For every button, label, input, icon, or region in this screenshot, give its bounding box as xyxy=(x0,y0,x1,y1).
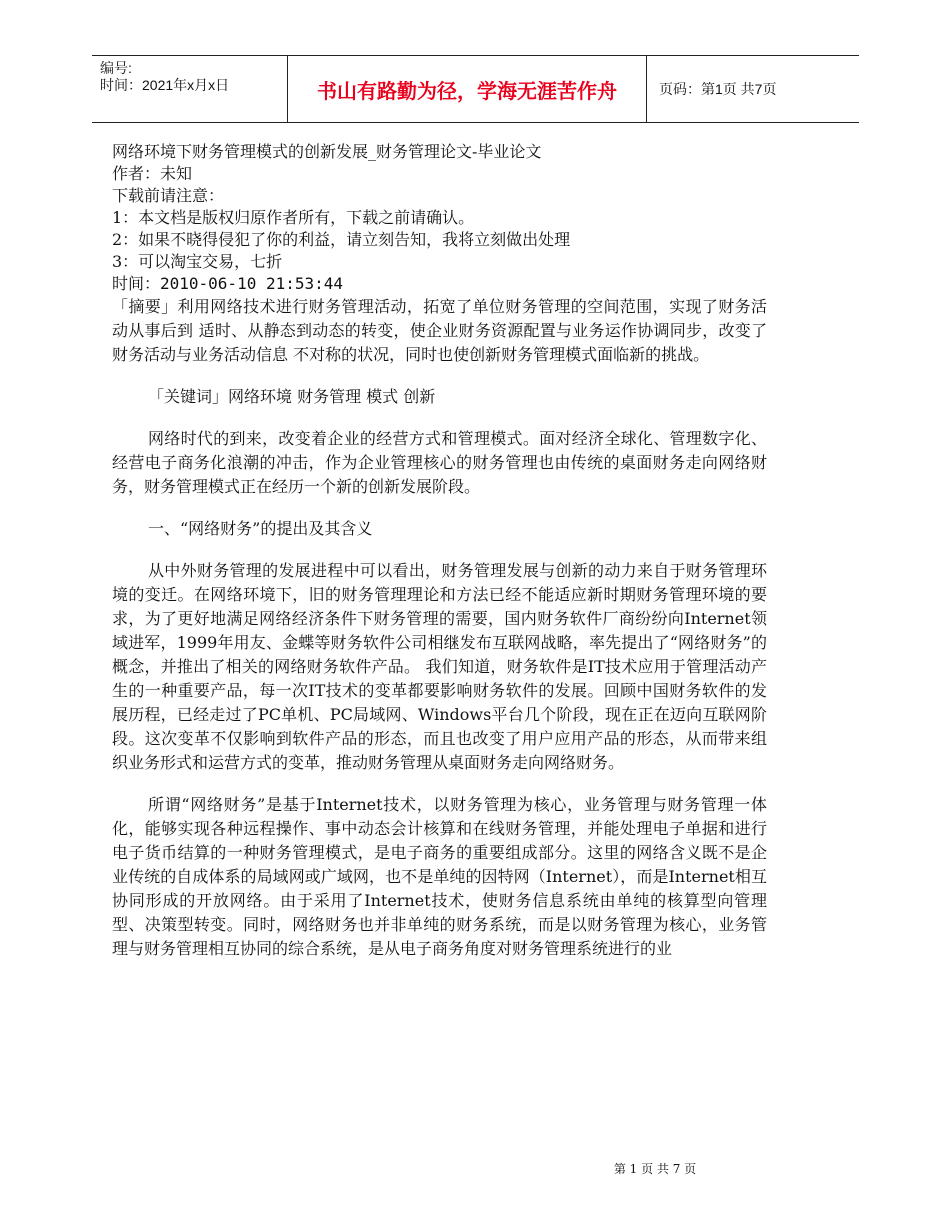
abstract-paragraph: 「摘要」利用网络技术进行财务管理活动，拓宽了单位财务管理的空间范围，实现了财务活动从事后到 适时、从静态到动态的转变，使企业财务资源配置与业务运作协调同步，改变了财务活动与业务活动信息 不对称的状况，同时也使创新财务管理模式面临新的挑战。 xyxy=(112,297,767,364)
body-paragraph: 从中外财务管理的发展进程中可以看出，财务管理发展与创新的动力来自于财务管理环境的变迁。在网络环境下，旧的财务管理理论和方法已经不能适应新时期财务管理环境的要求，为了更好地满足网络经济条件下财务管理的需要，国内财务软件厂商纷纷向Internet领域进军，1999年用友、金蝶等财务软件公司相继发布互联网战略，率先提出了“网络财务”的概念，并推出了相关的网络财务软件产品。 我们知道，财务软件是IT技术应用于管理活动产生的一种重要产品，每一次IT技术的变革都要影响财务软件的发展。回顾中国财务软件的发展历程，已经走过了PC单机、PC局域网、Windows平台几个阶段，现在正在迈向互联网阶段。这次变革不仅影响到软件产品的形态，而且也改变了用户应用产品的形态，从而带来组织业务形式和运营方式的变革，推动财务管理从桌面财务走向网络财务。 xyxy=(112,561,767,772)
body-paragraph: 所谓“网络财务”是基于Internet技术，以财务管理为核心，业务管理与财务管理一体化，能够实现各种远程操作、事中动态会计核算和在线财务管理，并能处理电子单据和进行电子货币结算的一种财务管理模式，是电子商务的重要组成部分。这里的网络含义既不是企业传统的自成体系的局域网或广域网，也不是单纯的因特网（Internet），而是Internet相互协同形成的开放网络。由于采用了Internet技术，使财务信息系统由单纯的核算型向管理型、决策型转变。同时，网络财务也并非单纯的财务系统，而是以财务管理为核心，业务管理与财务管理相互协同的综合系统，是从电子商务角度对财务管理系统进行的业 xyxy=(112,795,767,958)
article-time: 时间：2010-06-10 21:53:44 xyxy=(112,274,344,293)
body-paragraph: 网络时代的到来，改变着企业的经营方式和管理模式。面对经济全球化、管理数字化、经营电子商务化浪潮的冲击，作为企业管理核心的财务管理也由传统的桌面财务走向网络财务，财务管理模式正在经历一个新的创新发展阶段。 xyxy=(112,429,767,496)
page-footer: 第 1 页 共 7 页 xyxy=(613,1162,697,1176)
note-item: 3：可以淘宝交易，七折 xyxy=(112,252,283,271)
header-page-info: 页码：第1页 共7页 xyxy=(659,81,777,97)
number-label: 编号: xyxy=(100,60,132,76)
article-title: 网络环境下财务管理模式的创新发展_财务管理论文-毕业论文 xyxy=(112,142,542,161)
header-motto: 书山有路勤为径，学海无涯苦作舟 xyxy=(287,56,647,122)
document-body xyxy=(112,141,767,961)
keywords-paragraph: 「关键词」网络环境 财务管理 模式 创新 xyxy=(148,387,436,406)
note-item: 2：如果不晓得侵犯了你的利益，请立刻告知，我将立刻做出处理 xyxy=(112,230,571,249)
download-note: 下载前请注意： xyxy=(112,186,225,205)
article-author: 作者：未知 xyxy=(112,164,193,183)
section-heading: 一、“网络财务”的提出及其含义 xyxy=(148,519,373,538)
time-label: 时间：2021年x月x日 xyxy=(100,77,230,93)
header-meta-cell xyxy=(92,56,287,122)
note-item: 1：本文档是版权归原作者所有，下载之前请确认。 xyxy=(112,208,475,227)
document-header xyxy=(92,55,859,123)
